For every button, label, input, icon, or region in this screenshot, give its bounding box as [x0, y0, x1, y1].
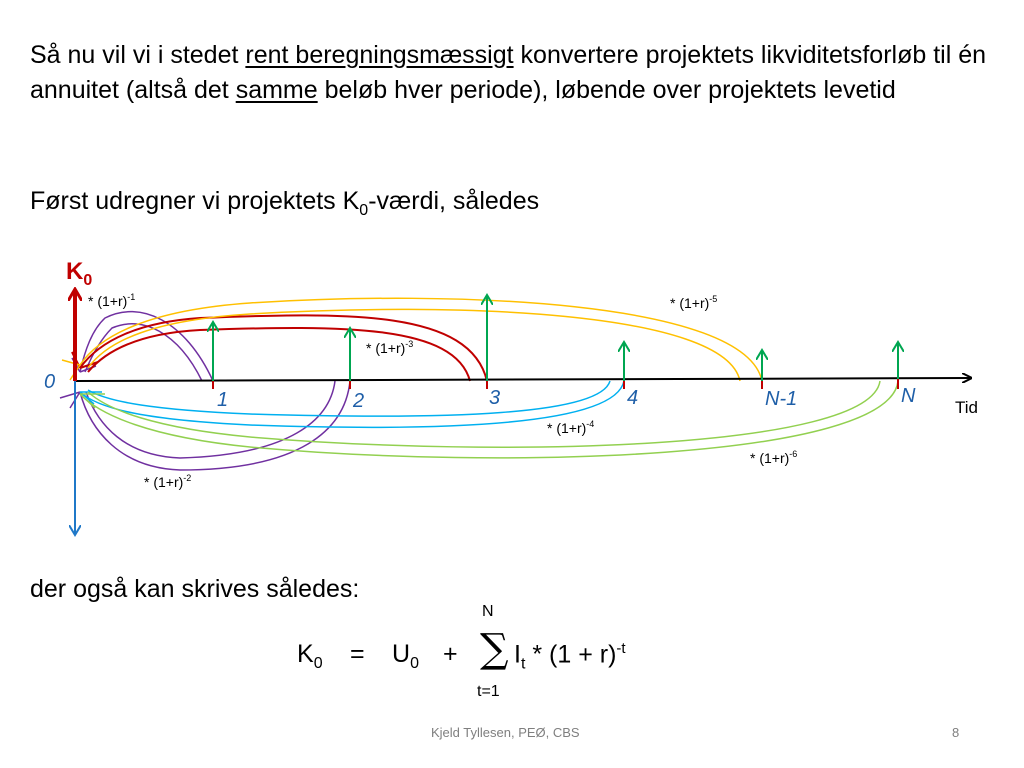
k0-text-sub: 0 — [359, 202, 369, 219]
period-label-3: 3 — [489, 387, 501, 409]
discount-arc-t4 — [80, 381, 624, 427]
footer-page-number: 8 — [952, 725, 960, 740]
period-label-n: N — [901, 385, 916, 407]
formula-lhs: $K_0$ — [297, 640, 323, 672]
intro-paragraph — [30, 38, 1010, 108]
formula-lower-limit: t=1 — [477, 683, 500, 700]
factor-label-5: * $(1+r)^{-5}$ — [670, 294, 718, 311]
formula-upper-limit: N — [482, 603, 494, 620]
k0-text-b: -værdi, således — [368, 187, 540, 215]
formula-plus: + — [443, 640, 458, 668]
formula-u0: $U_0$ — [392, 640, 419, 672]
k0-label: $K_0$ — [66, 258, 93, 289]
factor-label-1: * $(1+r)^{-1}$ — [88, 292, 136, 309]
period-label-1: 1 — [217, 389, 229, 411]
cashflow-timeline-diagram — [0, 240, 1024, 550]
k0-text-a: Først udregner vi projektets K — [30, 187, 360, 215]
intro-underline-same: samme — [235, 76, 318, 104]
intro-text-a: Så nu vil vi i stedet — [30, 41, 246, 69]
k0-paragraph — [30, 184, 539, 228]
sigma-icon: ∑ — [480, 626, 509, 672]
time-axis — [75, 378, 970, 381]
factor-label-4: * $(1+r)^{-4}$ — [547, 419, 595, 436]
period-label-4: 4 — [627, 387, 639, 409]
formula-equals: = — [350, 640, 365, 668]
time-label: Tid — [955, 398, 978, 417]
factor-label-2: * $(1+r)^{-2}$ — [144, 473, 192, 490]
intro-text-c: beløb hver periode), løbende over projektets levetid — [317, 76, 896, 104]
factor-label-6: * $(1+r)^{-6}$ — [750, 449, 798, 466]
origin-label: 0 — [44, 371, 56, 393]
intro-text-b: konvertere projektets likviditetsforløb til én annuitet (altså det — [30, 41, 987, 104]
period-label-n-1: N-1 — [765, 388, 798, 410]
footer-author: Kjeld Tyllesen, PEØ, CBS — [431, 725, 580, 740]
period-label-2: 2 — [353, 390, 365, 412]
factor-label-3: * $(1+r)^{-3}$ — [366, 339, 414, 356]
intro-underline-computational: rent beregningsmæssigt — [245, 41, 514, 69]
formula-term: $I_t * (1 + r)^{-t}$ — [514, 640, 626, 673]
rewrite-paragraph: der også kan skrives således: — [30, 575, 360, 603]
